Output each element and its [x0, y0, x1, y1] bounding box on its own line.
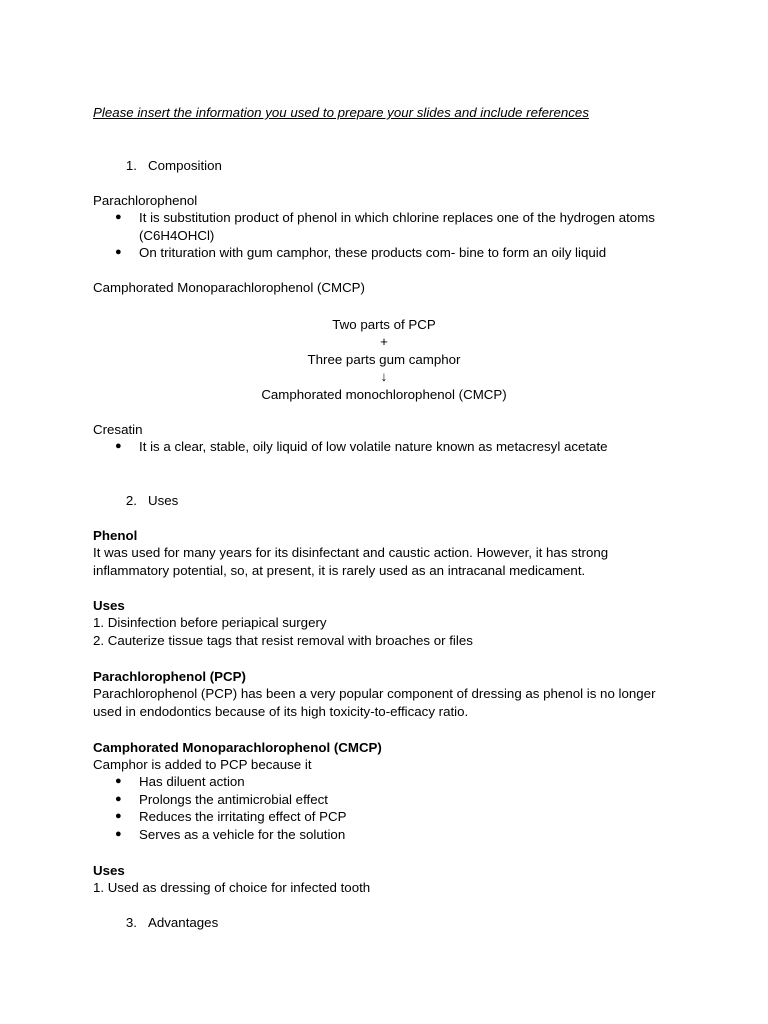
bullet-icon: ● [115, 793, 122, 805]
list-item: 2. Cauterize tissue tags that resist removal with broaches or files [93, 633, 473, 648]
bullet-item [115, 791, 655, 809]
cmcp-intro: Camphor is added to PCP because it [93, 757, 312, 772]
bullet-item [115, 808, 655, 826]
section-title: Composition [148, 158, 222, 173]
bullet-icon: ● [115, 810, 122, 822]
bullet-text: On trituration with gum camphor, these products com- bine to form an oily liquid [139, 245, 607, 260]
list-item: 1. Disinfection before periapical surgery [93, 615, 327, 630]
bullet-item [115, 438, 655, 456]
section-number: 3. [125, 915, 137, 930]
bullet-icon: ● [115, 775, 122, 787]
bullet-item [115, 826, 655, 844]
formula-line: Two parts of PCP [332, 317, 436, 332]
pcp-paragraph: Parachlorophenol (PCP) has been a very popular component of dressing as phenol is no longer used in endodontics because of its high toxicity-to-efficacy ratio. [93, 686, 656, 719]
section-title: Uses [148, 493, 179, 508]
section-advantages [115, 914, 218, 931]
bullet-item [115, 209, 655, 244]
bullet-text: Prolongs the antimicrobial effect [139, 792, 328, 807]
phenol-paragraph: It was used for many years for its disinfectant and caustic action. However, it has strong inflammatory potential, so, at present, it is rarely used as an intracanal medicament. [93, 545, 609, 578]
pcp-uses-heading: Parachlorophenol (PCP) [93, 669, 246, 684]
phenol-uses-heading: Uses [93, 598, 125, 613]
intro-instruction: Please insert the information you used to prepare your slides and include references [93, 105, 589, 120]
formula-line: + [380, 334, 388, 349]
bullet-item [115, 773, 655, 791]
bullet-icon: ● [115, 246, 122, 258]
formula-line: Three parts gum camphor [307, 352, 461, 367]
bullet-text: Serves as a vehicle for the solution [139, 827, 346, 842]
bullet-icon: ● [115, 828, 122, 840]
formula-arrow: ↓ [380, 369, 388, 384]
section-title: Advantages [148, 915, 219, 930]
cresatin-heading: Cresatin [93, 422, 143, 437]
bullet-text: It is a clear, stable, oily liquid of low volatile nature known as metacresyl acetate [139, 439, 608, 454]
cmcp-heading: Camphorated Monoparachlorophenol (CMCP) [93, 280, 365, 295]
bullet-text: It is substitution product of phenol in which chlorine replaces one of the hydrogen atoms (C6H4OHCl) [139, 210, 655, 243]
bullet-icon: ● [115, 211, 122, 223]
bullet-item [115, 244, 655, 262]
section-composition [115, 157, 222, 174]
pcp-heading: Parachlorophenol [93, 193, 198, 208]
formula-line: Camphorated monochlorophenol (CMCP) [261, 387, 507, 402]
phenol-heading: Phenol [93, 528, 138, 543]
cmcp-uses-subheading: Uses [93, 863, 125, 878]
list-item: 1. Used as dressing of choice for infected tooth [93, 880, 371, 895]
section-number: 1. [125, 158, 137, 173]
bullet-icon: ● [115, 440, 122, 452]
section-number: 2. [125, 493, 137, 508]
section-uses [115, 492, 178, 509]
bullet-text: Has diluent action [139, 774, 245, 789]
cmcp-uses-heading: Camphorated Monoparachlorophenol (CMCP) [93, 740, 382, 755]
bullet-text: Reduces the irritating effect of PCP [139, 809, 347, 824]
